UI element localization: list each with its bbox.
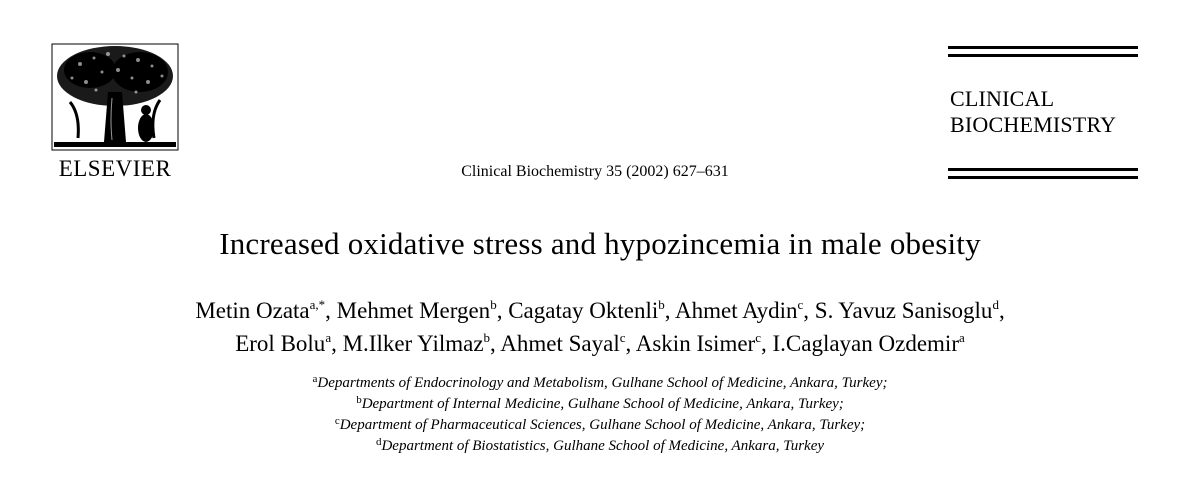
affiliation-mark: c [334, 415, 340, 427]
author-separator: , [496, 298, 509, 323]
author-name: Ahmet Aydin [675, 298, 798, 323]
author-separator: , [761, 331, 773, 356]
author-affiliation-mark: b [483, 330, 491, 345]
author-name: Erol Bolu [235, 331, 326, 356]
author-affiliation-mark: c [755, 330, 761, 345]
author-separator: , [998, 298, 1005, 323]
publisher-name: ELSEVIER [58, 156, 172, 181]
author-separator: , [664, 298, 676, 323]
affiliation-mark: b [356, 394, 362, 406]
author-separator: , [490, 331, 501, 356]
affiliation-mark: a [312, 373, 318, 385]
affiliation-mark: d [375, 436, 382, 448]
affiliation-text: Department of Biostatistics, Gulhane School of Medicine, Ankara, Turkey [381, 438, 825, 454]
bottom-rule-second [948, 176, 1138, 179]
affiliation-text: Department of Internal Medicine, Gulhane School of Medicine, Ankara, Turkey; [361, 396, 844, 412]
author-name: Cagatay Oktenli [508, 298, 659, 323]
author-line [30, 327, 1170, 360]
affiliation-text: Department of Pharmaceutical Sciences, Gulhane School of Medicine, Ankara, Turkey; [339, 417, 866, 433]
journal-name-line: CLINICAL [950, 86, 1055, 111]
author-name: Mehmet Mergen [336, 298, 491, 323]
journal-name-line: BIOCHEMISTRY [950, 112, 1117, 137]
author-affiliation-mark: c [619, 330, 626, 345]
author-name: I.Caglayan Ozdemir [772, 331, 959, 356]
author-affiliation-mark: b [658, 297, 665, 312]
bottom-rule [948, 168, 1138, 171]
author-affiliation-mark: d [992, 297, 999, 312]
author-affiliation-mark: a [958, 330, 965, 345]
journal-citation: Clinical Biochemistry 35 (2002) 627–631 [461, 163, 729, 180]
author-name: Askin Isimer [635, 331, 756, 356]
author-name: M.Ilker Yilmaz [342, 331, 484, 356]
affiliation-text: Departments of Endocrinology and Metabolism, Gulhane School of Medicine, Ankara, Turkey; [317, 375, 888, 391]
journal-masthead [948, 46, 1138, 178]
journal-name [950, 86, 1116, 138]
author-name: Ahmet Sayal [500, 331, 620, 356]
author-affiliation-mark: a,* [309, 297, 326, 312]
author-separator: , [325, 298, 337, 323]
author-name: Metin Ozata [195, 298, 310, 323]
elsevier-tree-logo-icon [50, 42, 180, 154]
author-affiliation-mark: a [325, 330, 332, 345]
affiliation-list [0, 373, 1200, 457]
author-line [30, 294, 1170, 327]
author-affiliation-mark: b [490, 297, 497, 312]
author-separator: , [803, 298, 815, 323]
top-rule [948, 46, 1138, 49]
author-name: S. Yavuz Sanisoglu [814, 298, 993, 323]
author-separator: , [331, 331, 343, 356]
top-rule-second [948, 54, 1138, 57]
author-list [30, 294, 1170, 360]
author-affiliation-mark: c [797, 297, 804, 312]
author-separator: , [625, 331, 636, 356]
article-title: Increased oxidative stress and hypozincemia in male obesity [219, 226, 981, 261]
publisher-logo [40, 42, 190, 187]
affiliation-item [0, 373, 1200, 394]
affiliation-item [0, 415, 1200, 436]
affiliation-item [0, 394, 1200, 415]
affiliation-item [0, 436, 1200, 457]
